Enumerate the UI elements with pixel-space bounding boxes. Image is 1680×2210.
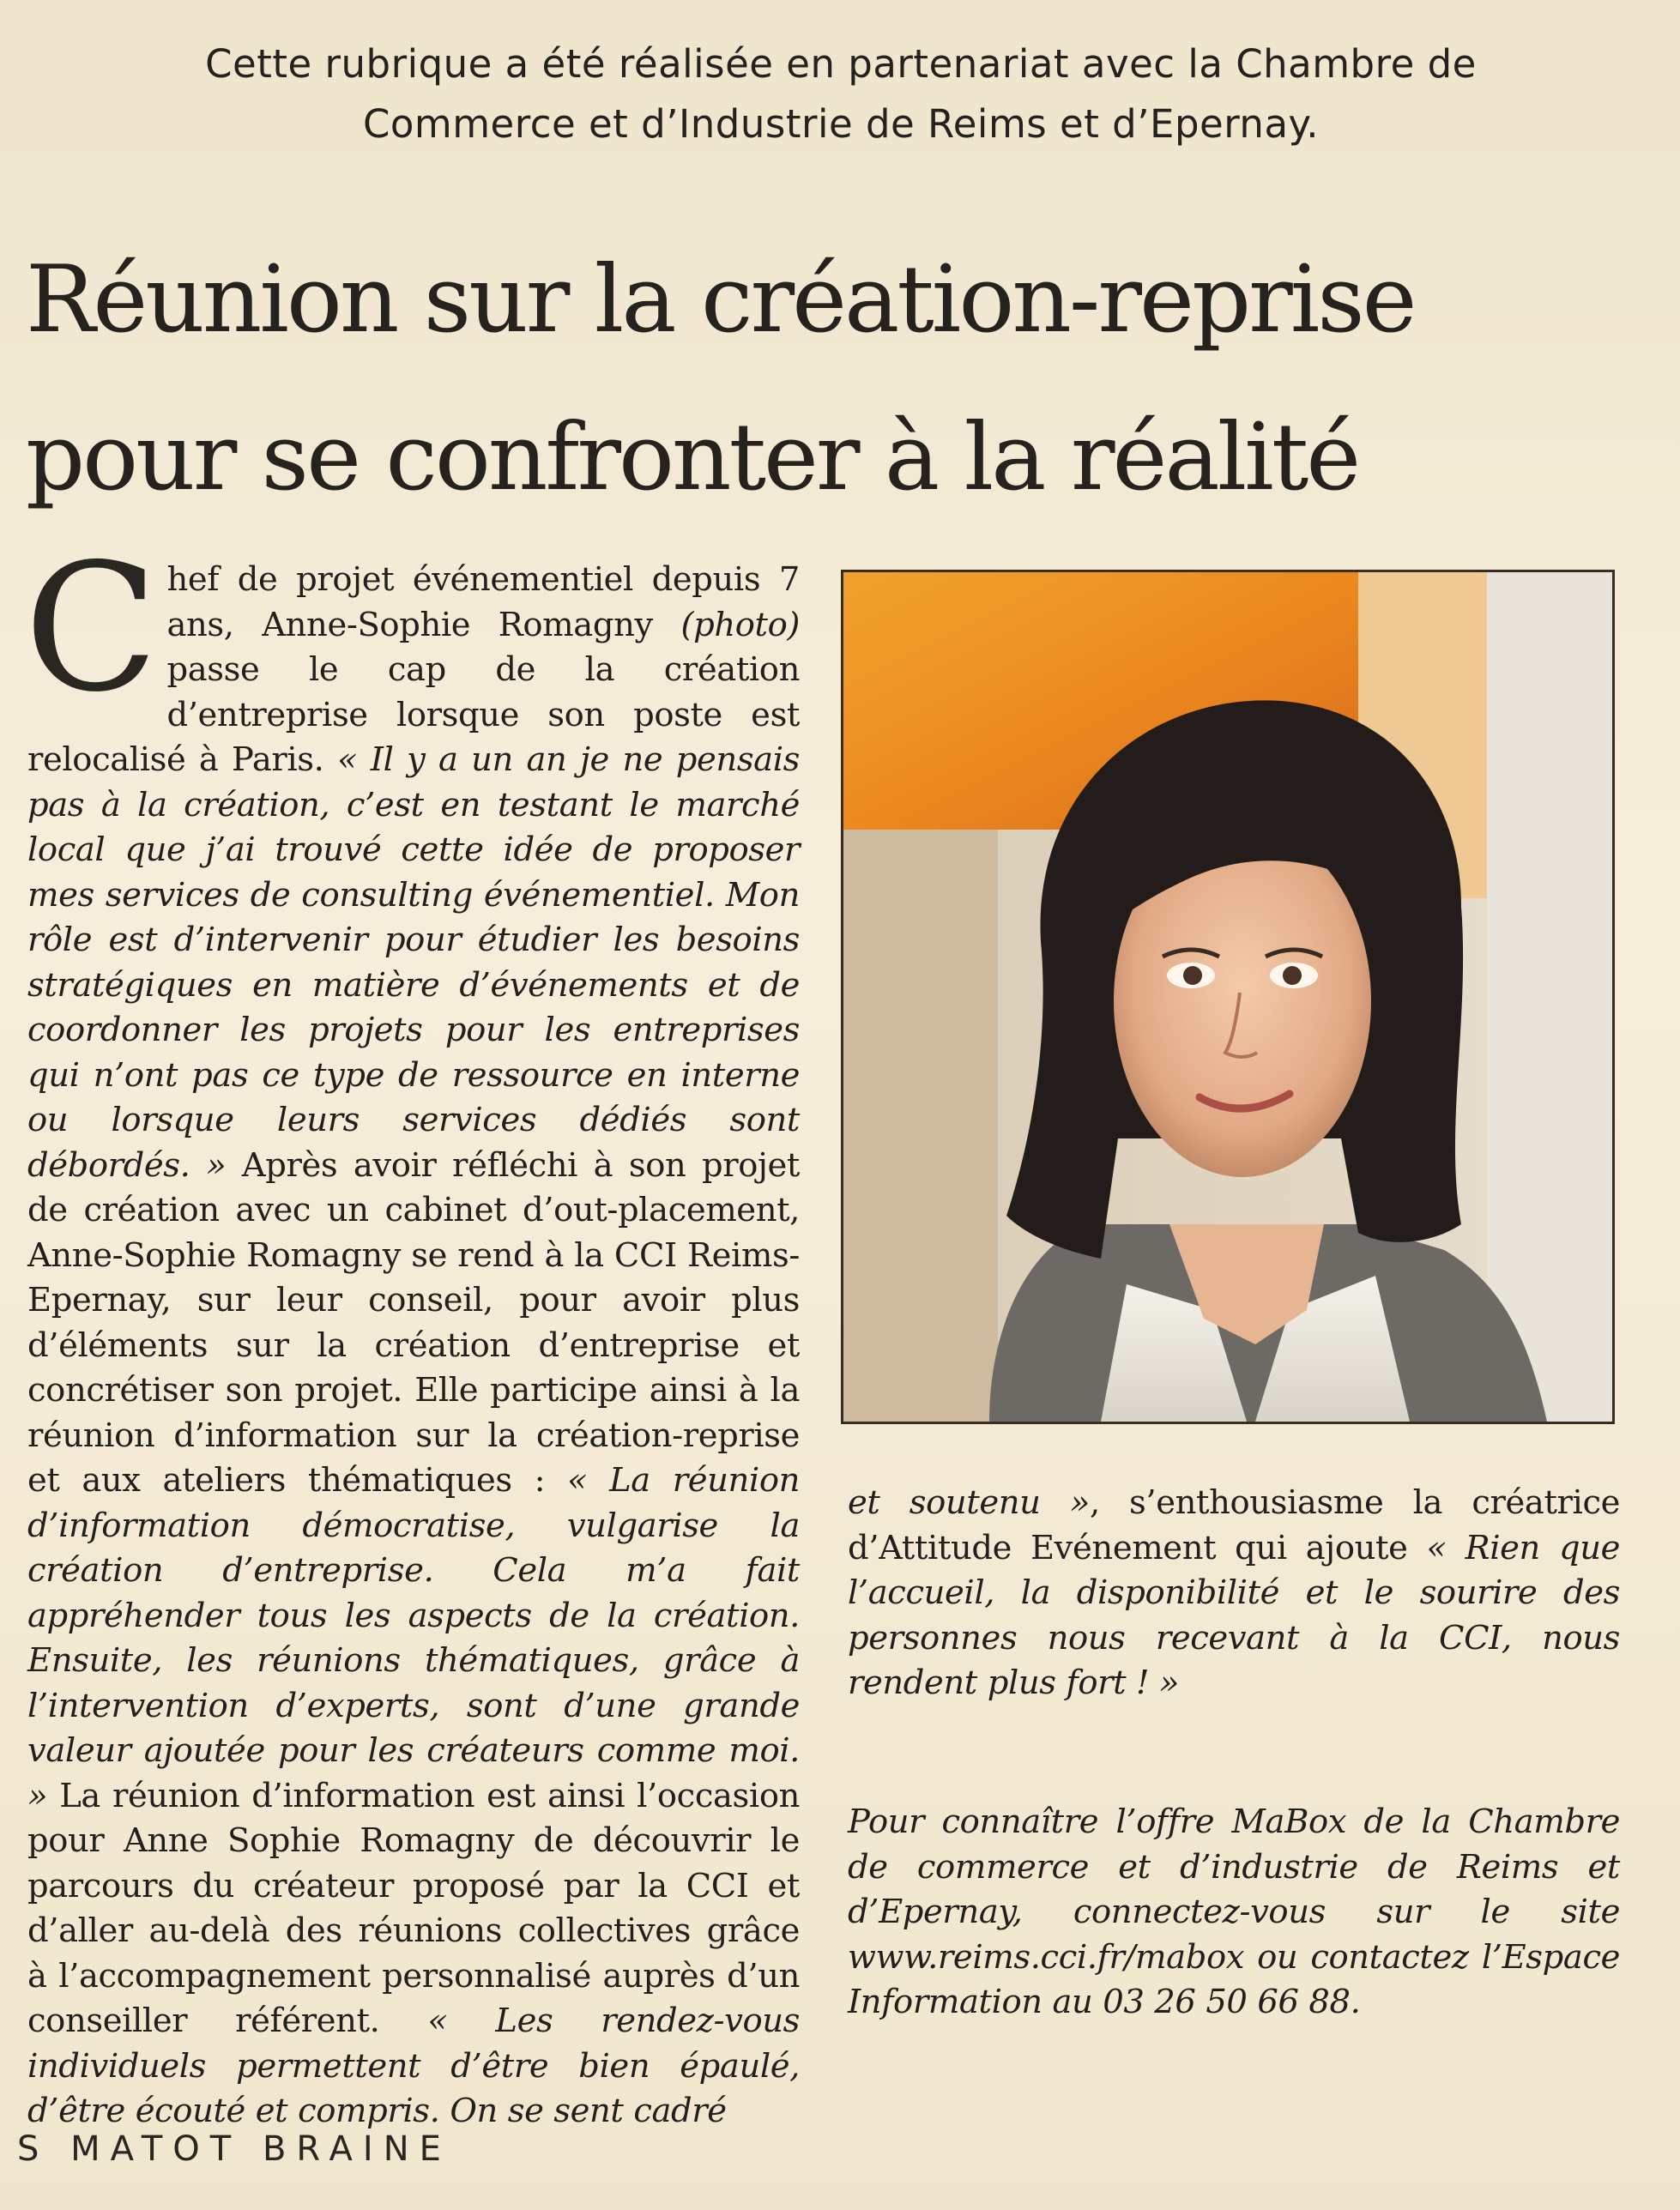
article-headline [26,221,1639,537]
paragraph-closing: , s’enthousiasme la créatrice d’Attitude Evénement qui ajoute [848,1483,1620,1567]
quote-2: « La réunion d’information démocratise, vulgarise la création d’entreprise. Cela m’a fait appréhender tous les aspects de la création. Ensuite, les réunions thématiques, grâce à l’intervention d’experts, sont d’une grande valeur ajoutée pour les créateurs comme moi. » [27,1461,800,1815]
headline-line-1: Réunion sur la création-reprise [26,246,1415,353]
partnership-note-line-2: Commerce et d’Industrie de Reims et d’Epernay. [362,101,1320,147]
headline-line-2: pour se confronter à la réalité [26,404,1359,511]
partnership-note-line-1: Cette rubrique a été réalisée en partenariat avec la Chambre de [205,41,1477,87]
drop-cap: C [24,527,159,731]
info-box: Pour connaître l’offre MaBox de la Chambre de commerce et d’industrie de Reims et d’Epernay, connectez-vous sur le site www.reims.cci.fr/mabox ou contactez l’Espace Information au 03 26 50 66 88. [848,1802,1620,2021]
quote-3-end: et soutenu » [848,1483,1090,1522]
paragraph-intro: hef de projet événementiel depuis 7 ans, Anne-Sophie Romagny [166,560,800,644]
photo-reference: (photo) [680,605,800,644]
footer-strip: S MATOT BRAINE [17,2129,451,2169]
partnership-note [51,34,1630,154]
article-column-left [24,527,801,2135]
paragraph-intro-cont: passe le cap de la création d’entreprise lorsque son poste est relocalisé à Paris. [27,650,800,779]
portrait-image [843,572,1612,1422]
article-column-right [848,1481,1620,1706]
paragraph-body: Après avoir réfléchi à son projet de création avec un cabinet d’out-placement, Anne-Sophie Romagny se rend à la CCI Reims-Epernay, sur leur conseil, pour avoir plus d’éléments sur la création d’entreprise et concrétiser son projet. Elle participe ainsi à la réunion d’information sur la création-reprise et aux ateliers thématiques : [27,1145,800,1500]
quote-3: « Les rendez-vous individuels permettent d’être bien épaulé, d’être écouté et compris. On se sent cadré [27,2002,801,2130]
quote-1: « Il y a un an je ne pensais pas à la création, c’est en testant le marché local que j’ai trouvé cette idée de proposer mes services de consulting événementiel. Mon rôle est d’intervenir pour étudier les besoins stratégiques en matière d’événements et de coordonner les projets pour les entreprises qui n’ont pas ce type de ressource en interne ou lorsque leurs services dédiés sont débordés. » [27,740,801,1185]
paragraph-body-2: La réunion d’information est ainsi l’occasion pour Anne Sophie Romagny de découvrir le parcours du créateur proposé par la CCI et d’aller au-delà des réunions collectives grâce à l’accompagnement personnalisé auprès d’un conseiller référent. [27,1776,800,2040]
portrait-photo [841,570,1615,1424]
quote-4: « Rien que l’accueil, la disponibilité et le sourire des personnes nous recevant à la CCI, nous rendent plus fort ! » [848,1528,1620,1702]
